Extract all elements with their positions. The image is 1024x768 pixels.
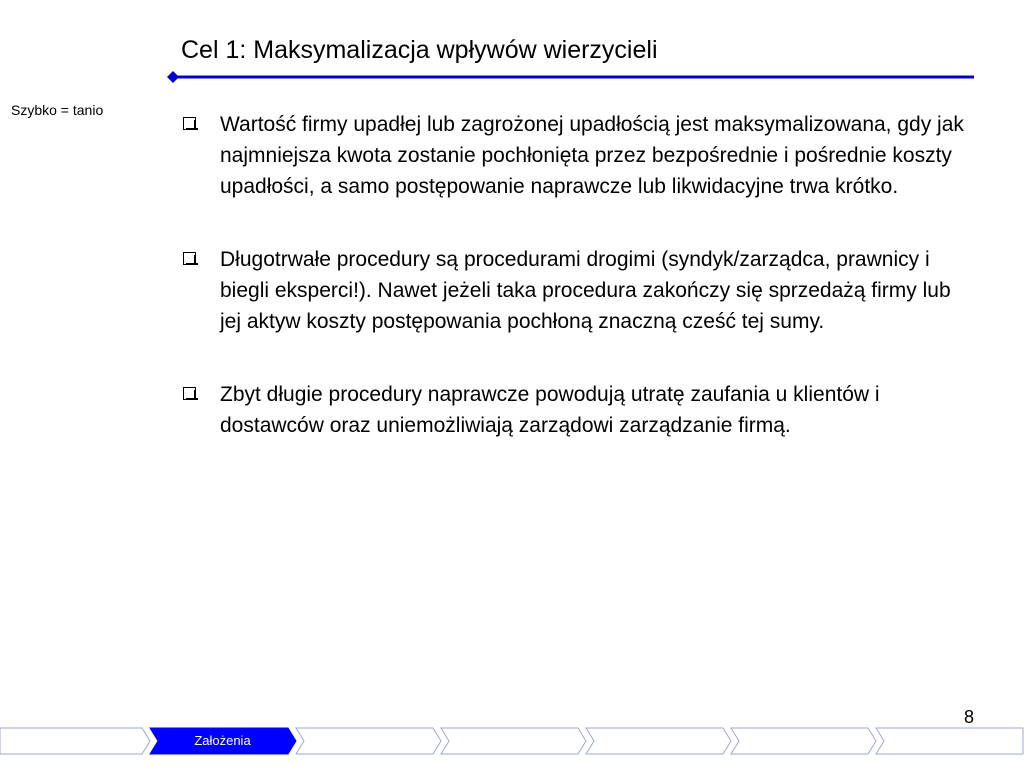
nav-step-6[interactable] — [731, 728, 876, 754]
nav-step-5[interactable] — [586, 728, 731, 754]
bullet-item — [182, 109, 972, 202]
nav-step-7[interactable] — [876, 728, 1023, 754]
nav-step-1[interactable] — [0, 728, 150, 754]
bullet-item — [182, 379, 972, 441]
checkbox-bullet-icon — [183, 117, 196, 130]
checkbox-bullet-icon — [183, 387, 196, 400]
nav-step-3[interactable] — [296, 728, 441, 754]
bullet-list — [182, 109, 972, 441]
bullet-text: Wartość firmy upadłej lub zagrożonej upadłością jest maksymalizowana, gdy jak najmniejsza kwota zostanie pochłonięta przez bezpośrednie i pośrednie koszty upadłości, a samo postępowanie naprawcze lub likwidacyjne trwa krótko. — [220, 113, 964, 198]
nav-step-4[interactable] — [441, 728, 586, 754]
nav-active-label[interactable]: Założenia — [194, 733, 251, 748]
checkbox-bullet-icon — [183, 252, 196, 265]
side-note: Szybko = tanio — [11, 102, 104, 118]
bullet-text: Zbyt długie procedury naprawcze powodują utratę zaufania u klientów i dostawców oraz uniemożliwiają zarządowi zarządzanie firmą. — [220, 383, 880, 437]
slide-title: Cel 1: Maksymalizacja wpływów wierzycieli — [181, 36, 658, 64]
title-underline — [166, 70, 976, 84]
page-number: 8 — [963, 707, 974, 727]
bullet-item — [182, 244, 972, 337]
bullet-text: Długotrwałe procedury są procedurami drogimi (syndyk/zarządca, prawnicy i biegli eksperci!). Nawet jeżeli taka procedura zakończy się sprzedażą firmy lub jej aktyw koszty postępowania pochłoną znaczną cześć tej sumy. — [220, 248, 951, 333]
